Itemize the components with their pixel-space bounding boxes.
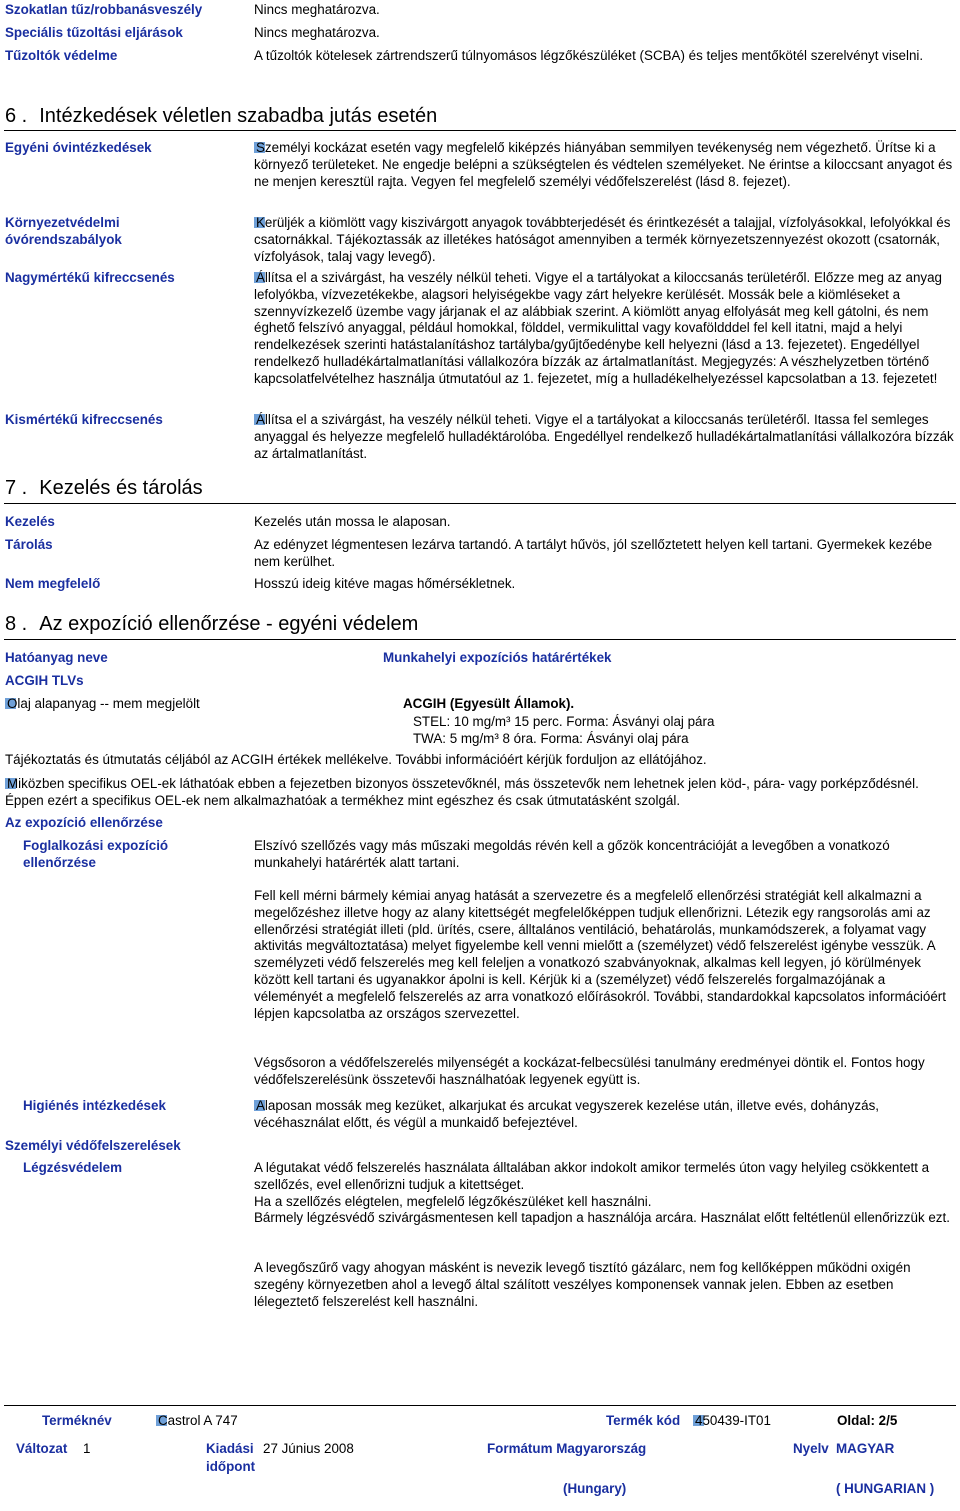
label-exposure-controls: Az expozíció ellenőrzése <box>5 815 163 830</box>
label-firefighter-protection: Tűzoltók védelme <box>5 48 118 63</box>
label-unsuitable: Nem megfelelő <box>5 576 101 591</box>
oel-note: Miközben specifikus OEL-ek láthatóak ebben a fejezetben bizonyos összetevőknél, más összetevők nem lehetnek jelen köd-, pára- vagy porképződésnél. Éppen ezért a specifikus OEL-ek nem alkalmazhatóak a termékhez mint egészhez és csak útmutatásként szolgál. <box>5 776 919 808</box>
label-respiratory: Légzésvédelem <box>23 1160 122 1175</box>
footer-version-label: Változat <box>16 1441 68 1456</box>
footer-version: 1 <box>83 1441 91 1456</box>
label-unusual-fire-hazard: Szokatlan tűz/robbanásveszély <box>5 2 203 17</box>
footer-format-label: Formátum Magyarország <box>487 1441 647 1456</box>
value-hygiene: Alaposan mossák meg kezüket, alkarjukat és arcukat vegyszerek kezelése után, illetve evés, dohányzás, vécéhasználat előtt, és végül a munkaidő befejeztével. <box>254 1098 879 1130</box>
section-8-title: Az expozíció ellenőrzése - egyéni védelem <box>39 613 419 635</box>
occupational-paragraph-3: Végsősoron a védőfelszerelés milyenségét a kockázat-felbecsülési tanulmány eredményei döntik el. Fontos hogy védőfelszerelésünk összetevői használhatóak legyenek együtt is. <box>254 1055 925 1087</box>
footer-product-code: 450439-IT01 <box>695 1413 771 1428</box>
occupational-paragraph-1: Elszívó szellőzés vagy más műszaki megoldás révén kell a gőzök koncentrációját a levegőben a vonatkozó munkahelyi határérték alatt tartani. <box>254 838 890 870</box>
section-6-rule <box>4 130 956 131</box>
value-unusual-fire-hazard: Nincs meghatározva. <box>254 2 380 17</box>
section-6-number: 6 . <box>5 105 28 127</box>
footer-product-name-label: Terméknév <box>42 1413 112 1428</box>
value-large-spill: Állítsa el a szivárgást, ha veszély nélkül teheti. Vigye el a tartályokat a kiloccsanás területéről. Előzze meg az anyag lefolyókba, vízvezetékekbe, alagsori helyiségekbe vagy zárt helyekre kerülését. Mossák bele a kiömléseket a szennyvízkezelő üzembe vagy járjanak el az alábbiak szerint. A kiömlött anyag elfolyását meg kell gátolni, és nem éghető felszívó anyaggal, például homokkal, földdel, vermikulittal vagy kovaföldddel fel kell itatni, majd a helyi rendelkezések szerinti hatástalanításhoz tartályba/gyűjtőedénybe kell helyezni (lásd a 13. fejezetet). Engedéllyel rendelkező hulladékártalmatlanítási vállalkozóra bízzák az ártalmatlanítást. Megjegyzés: A vészhelyzetben történő kapcsolatfelvételhez használja útmutatóul az 1. fejezetet, míg a hulladékelhelyezéssel kapcsolatban a 13. fejezetet! <box>254 270 943 386</box>
section-6-heading <box>5 104 437 128</box>
label-large-spill: Nagymértékű kifreccsenés <box>5 270 175 285</box>
acgih-tlvs-label: ACGIH TLVs <box>5 673 84 688</box>
label-special-fire-procedures: Speciális tűzoltási eljárások <box>5 25 183 40</box>
footer-format-country: (Hungary) <box>563 1481 627 1496</box>
section-8-heading <box>5 612 418 636</box>
value-environmental-precautions: Kerüljék a kiömlött vagy kiszivárgott anyagok továbbterjedését és érintkezését a talajjal, vízfolyásokkal, lefolyókkal és csatornákkal. Tájékoztassák az illetékes hatóságot amennyiben a termék környezetszennyezést okozott (csatornák, vízfolyások, talaj vagy levegő). <box>254 215 951 264</box>
value-storage: Az edényzet légmentesen lezárva tartandó. A tartályt hűvös, jól szellőztetett helyen kell tartani. Gyermekek kezébe nem kerülhet. <box>254 537 933 569</box>
section-6-title: Intézkedések véletlen szabadba jutás esetén <box>39 105 438 127</box>
footer-page-number: Oldal: 2/5 <box>837 1413 898 1428</box>
label-handling: Kezelés <box>5 514 55 529</box>
value-special-fire-procedures: Nincs meghatározva. <box>254 25 380 40</box>
respiratory-text <box>254 1160 956 1227</box>
respiratory-paragraph-4: A levegőszűrő vagy ahogyan másként is nevezik levegő tisztító gázálarc, nem fog kellőképpen működni oxigén szegény környezetben ahol a levegő által szálított veszélyes komponensek vannak jelen. Ebben az esetben lélegeztető felszerelést kell használni. <box>254 1260 911 1309</box>
value-personal-precautions: Személyi kockázat esetén vagy megfelelő kiképzés hiányában semmilyen tevékenység nem végezhető. Ürítse ki a környező területeket. Ne engedje belépni a szükségtelen és védtelen személyeket. Ne érintse a kiloccsant anyagot és ne menjen keresztül rajta. Vegyen fel megfelelő személyi védőfelszerelést (lásd 8. fejezet). <box>254 140 953 189</box>
respiratory-paragraph-3: Bármely légzésvédő szivárgásmentesen kell tapadjon a használója arcára. Használat előtt feltétlenül ellenőrizzük ezt. <box>254 1210 950 1226</box>
footer-issue-date-label-2: időpont <box>206 1459 256 1474</box>
ingredient-name: Olaj alapanyag -- mem megjelölt <box>7 696 200 711</box>
respiratory-paragraph-1: A légutakat védő felszerelés használata álltalában akkor indokolt amikor termelés úton vagy helyileg csökkentett a szellőzés, evel ellenőrizni tudjuk a kitettséget. <box>254 1160 930 1192</box>
footer-language-label: Nyelv <box>793 1441 829 1456</box>
twa-value: TWA: 5 mg/m³ 8 óra. Forma: Ásványi olaj pára <box>413 731 689 746</box>
footer-rule <box>4 1405 956 1406</box>
occupational-paragraph-2: Fell kell mérni bármely kémiai anyag hatását a szervezetre és a megfelelő ellenőrzési stratégiát kell alkalmazni a megelőzéshez illetve hogy az alany kitettségét megfelelőképpen tudjuk ellenőrizni. Létezik egy rangsorolás ami az ellenőrzési stratégiát illeti (pld. ürítés, csere, álltalános ventiláció, behatárolás, munkamódszerek, a folyamat vagy aktivitás megváltoztatása) melyet figyelembe kell venni mielőtt a (személyzet) védő felszerelést igénybe vesszük. A személyzeti védő felszerelés meg kell feleljen a vonatkozó szabványoknak, alkalmas kell legyen, jó körülmények között kell tartani és ugyanakkor ápolni is kell. Kérjük ki a (személyzet) védő felszerelés forgalmazójának a véleményét a megfelelő felszerelés az arra vonatkozó előírásokról. További, standardokkal kapcsolatos információért lépjen kapcsolatba az országos szervezettel. <box>254 888 946 1021</box>
section-8-rule <box>4 639 956 640</box>
label-personal-precautions: Egyéni óvintézkedések <box>5 140 152 155</box>
label-small-spill: Kismértékű kifreccsenés <box>5 412 163 427</box>
label-ppe: Személyi védőfelszerelések <box>5 1138 181 1153</box>
column-header-exposure-limits: Munkahelyi expozíciós határértékek <box>383 650 612 665</box>
label-occupational-exposure: Foglalkozási expozíció ellenőrzése <box>23 838 169 870</box>
stel-value: STEL: 10 mg/m³ 15 perc. Forma: Ásványi olaj pára <box>413 714 715 729</box>
value-unsuitable: Hosszú ideig kitéve magas hőmérsékletnek. <box>254 576 516 591</box>
acgih-info-note: Tájékoztatás és útmutatás céljából az ACGIH értékek mellékelve. További információért kérjük forduljon az ellátójához. <box>5 752 707 767</box>
footer-product-code-label: Termék kód <box>606 1413 681 1428</box>
value-small-spill: Állítsa el a szivárgást, ha veszély nélkül teheti. Vigye el a tartályokat a kiloccsanás területéről. Itassa fel semleges anyaggal és helyezze megfelelő hulladéktárolóba. Engedéllyel rendelkező hulladékártalmatlanítási vállalkozóra bízzák az ártalmatlanítást. <box>254 412 954 461</box>
footer-issue-date: 27 Június 2008 <box>263 1441 354 1456</box>
value-handling: Kezelés után mossa le alaposan. <box>254 514 451 529</box>
footer-language-sub: ( HUNGARIAN ) <box>836 1481 935 1496</box>
footer-product-name: Castrol A 747 <box>158 1413 238 1428</box>
label-environmental-precautions: Környezetvédelmi óvórendszabályok <box>5 215 122 247</box>
section-7-title: Kezelés és tárolás <box>39 477 203 499</box>
section-7-rule <box>4 503 956 504</box>
section-8-number: 8 . <box>5 613 28 635</box>
label-storage: Tárolás <box>5 537 53 552</box>
respiratory-paragraph-2: Ha a szellőzés elégtelen, megfelelő légzőkészüléket kell használni. <box>254 1193 652 1209</box>
label-hygiene: Higiénés intézkedések <box>23 1098 166 1113</box>
column-header-ingredient: Hatóanyag neve <box>5 650 108 665</box>
section-7-number: 7 . <box>5 477 28 499</box>
value-firefighter-protection: A tűzoltók kötelesek zártrendszerű túlnyomásos légzőkészüléket (SCBA) és teljes mentőkötél szerelvényt viselni. <box>254 48 924 63</box>
footer-language: MAGYAR <box>836 1441 895 1456</box>
footer-issue-date-label: Kiadási <box>206 1441 254 1456</box>
acgih-title: ACGIH (Egyesült Államok). <box>403 696 575 711</box>
section-7-heading <box>5 476 203 500</box>
